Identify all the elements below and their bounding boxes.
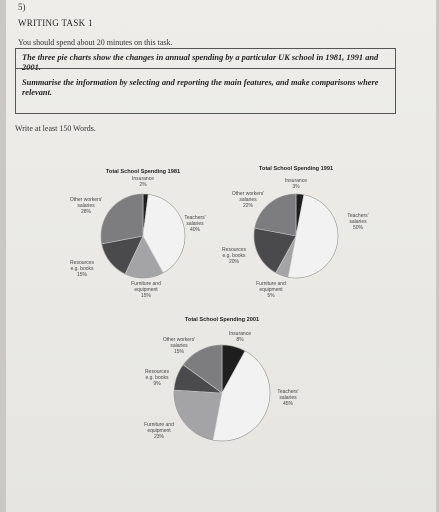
question-number: 5) (18, 2, 26, 12)
pie-chart-3 (144, 317, 299, 441)
slice-label-insurance: Insurance 2% (132, 176, 154, 188)
slice-label-furniture: Furniture and equipment 23% (144, 422, 174, 440)
slice-label-teachers: Teachers' salaries 50% (347, 213, 369, 231)
slice-label-teachers: Teachers' salaries 40% (184, 215, 206, 233)
pie-slice-other (101, 194, 143, 244)
slice-label-resources: Resources e.g. books 9% (145, 369, 169, 387)
task-prompt: The three pie charts show the changes in annual spending by a particular UK school in 1981, 1991 and 2001. (22, 53, 379, 72)
word-requirement: Write at least 150 Words. (15, 124, 96, 133)
pie-chart-1 (70, 169, 206, 299)
task-instruction: Summarise the information by selecting and reporting the main features, and make comparisons where relevant. (22, 78, 379, 97)
slice-label-insurance: Insurance 8% (229, 331, 251, 343)
slice-label-other: Other workers' salaries 22% (231, 191, 265, 209)
slice-label-insurance: Insurance 3% (285, 178, 307, 190)
slice-label-other: Other workers' salaries 28% (69, 197, 103, 215)
chart-title: Total School Spending 2001 (184, 317, 260, 323)
slice-label-resources: Resources e.g. books 15% (70, 260, 94, 278)
slice-label-teachers: Teachers' salaries 45% (277, 389, 299, 407)
task-heading: WRITING TASK 1 (18, 18, 93, 28)
slice-label-furniture: Furniture and equipment 15% (131, 281, 161, 299)
slice-label-furniture: Furniture and equipment 5% (256, 281, 286, 299)
slice-label-other: Other workers' salaries 15% (162, 337, 196, 355)
chart-title: Total School Spending 1991 (258, 166, 334, 172)
slice-label-resources: Resources e.g. books 20% (222, 247, 246, 265)
pie-chart-2 (222, 166, 369, 299)
time-instruction: You should spend about 20 minutes on this task. (18, 38, 173, 47)
chart-title: Total School Spending 1981 (105, 169, 181, 175)
